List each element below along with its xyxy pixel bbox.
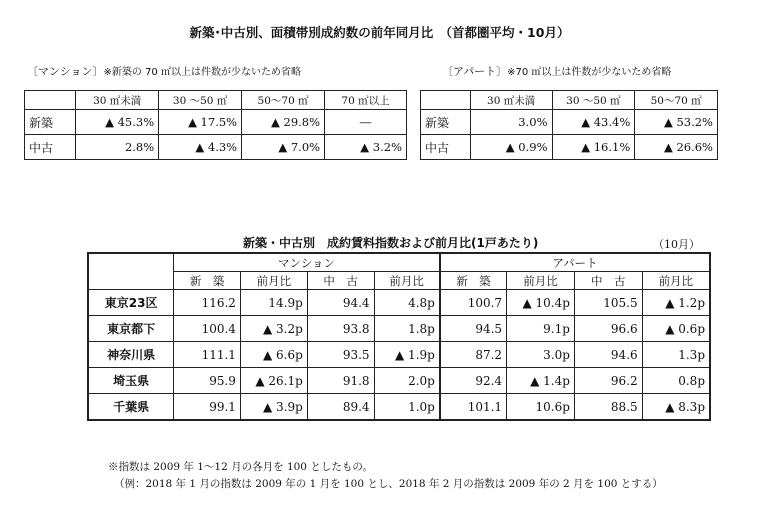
table-cell: 94.6	[574, 342, 642, 368]
table-cell: 93.8	[307, 316, 374, 342]
table-cell: 1.3p	[642, 342, 710, 368]
apart-caption	[442, 63, 671, 79]
table-cell: ▲ 45.3%	[76, 110, 159, 135]
table-cell: 3.0%	[470, 110, 552, 135]
table-cell: 91.8	[307, 368, 374, 394]
table-cell: ▲ 53.2%	[635, 110, 718, 135]
footnote: ※指数は 2009 年 1～12 月の各月を 100 としたもの。	[108, 461, 373, 473]
table-cell: 99.1	[174, 394, 241, 421]
column-header: 前月比	[374, 272, 440, 290]
mansion-label: 〔マンション〕	[27, 65, 104, 78]
table-cell: 3.0p	[507, 342, 575, 368]
page-title: 新築･中古別、面積帯別成約数の前年同月比 （首都圏平均・10月）	[189, 25, 570, 40]
apart-yoy-table	[420, 90, 718, 160]
footnote-example: （例：2018 年 1 月の指数は 2009 年の 1 月を 100 とし、2018 年 2 月の指数は 2009 年の 2 月を 100 とする）	[114, 478, 663, 490]
mansion-yoy-table	[24, 90, 407, 160]
column-header: 前月比	[642, 272, 710, 290]
group-header-apart: アパート	[440, 253, 710, 272]
table-cell: ▲ 0.9%	[470, 135, 552, 160]
table-cell: 1.0p	[374, 394, 440, 421]
table-cell: ▲ 10.4p	[507, 290, 575, 316]
table-cell: ▲ 8.3p	[642, 394, 710, 421]
table-cell: ▲ 1.9p	[374, 342, 440, 368]
table-cell: ▲ 43.4%	[552, 110, 635, 135]
table-row	[25, 110, 407, 135]
table-cell: 0.8p	[642, 368, 710, 394]
column-header: 70 ㎡以上	[325, 91, 407, 110]
table-cell: ▲ 3.9p	[240, 394, 307, 421]
table-cell: 111.1	[174, 342, 241, 368]
column-header: 50～70 ㎡	[242, 91, 325, 110]
rent-index-table	[87, 252, 711, 421]
table-row	[88, 342, 710, 368]
table-cell: 92.4	[440, 368, 507, 394]
column-header	[421, 91, 471, 110]
column-header: 50～70 ㎡	[635, 91, 718, 110]
column-header: 新 築	[174, 272, 241, 290]
table-header-row	[25, 91, 407, 110]
sub-header-row	[88, 272, 710, 290]
row-header: 新築	[421, 110, 471, 135]
table-cell: 94.4	[307, 290, 374, 316]
table-cell: ▲ 3.2%	[325, 135, 407, 160]
column-header: 30 ㎡未満	[76, 91, 159, 110]
table-cell: ▲ 6.6p	[240, 342, 307, 368]
group-header-row	[88, 253, 710, 272]
table-cell: ▲ 26.1p	[240, 368, 307, 394]
table-cell: 4.8p	[374, 290, 440, 316]
table-row	[25, 135, 407, 160]
corner-cell	[88, 253, 174, 290]
table-cell: 96.6	[574, 316, 642, 342]
table-cell: 93.5	[307, 342, 374, 368]
table-cell: 96.2	[574, 368, 642, 394]
table-cell: ▲ 29.8%	[242, 110, 325, 135]
table-row	[88, 394, 710, 421]
column-header: 30 ～50 ㎡	[552, 91, 635, 110]
table-cell: 9.1p	[507, 316, 575, 342]
apart-note: ※70 ㎡以上は件数が少ないため省略	[507, 67, 672, 78]
table-row	[88, 290, 710, 316]
column-header: 前月比	[240, 272, 307, 290]
mansion-note: ※新築の 70 ㎡以上は件数が少ないため省略	[103, 67, 301, 78]
table-cell: 100.4	[174, 316, 241, 342]
row-header: 東京23区	[88, 290, 174, 316]
column-header: 中 古	[307, 272, 374, 290]
row-header: 中古	[25, 135, 76, 160]
table-cell: ▲ 1.4p	[507, 368, 575, 394]
row-header: 中古	[421, 135, 471, 160]
table-cell: ▲ 3.2p	[240, 316, 307, 342]
table-cell: 89.4	[307, 394, 374, 421]
table-cell: 105.5	[574, 290, 642, 316]
table-row	[88, 316, 710, 342]
row-header: 神奈川県	[88, 342, 174, 368]
index-table-month: （10月）	[653, 238, 700, 251]
table-cell: ▲ 0.6p	[642, 316, 710, 342]
table-cell: 95.9	[174, 368, 241, 394]
table-cell: 2.0p	[374, 368, 440, 394]
table-cell: ▲ 16.1%	[552, 135, 635, 160]
table-cell: ▲ 17.5%	[159, 110, 242, 135]
table-cell: ▲ 26.6%	[635, 135, 718, 160]
table-cell: ―	[325, 110, 407, 135]
column-header	[25, 91, 76, 110]
table-cell: 14.9p	[240, 290, 307, 316]
table-cell: 100.7	[440, 290, 507, 316]
row-header: 新築	[25, 110, 76, 135]
apart-label: 〔アパート〕	[442, 65, 508, 78]
table-cell: 1.8p	[374, 316, 440, 342]
table-header-row	[421, 91, 718, 110]
table-cell: 87.2	[440, 342, 507, 368]
row-header: 東京都下	[88, 316, 174, 342]
column-header: 新 築	[440, 272, 507, 290]
table-cell: 101.1	[440, 394, 507, 421]
table-cell: ▲ 7.0%	[242, 135, 325, 160]
table-cell: ▲ 4.3%	[159, 135, 242, 160]
column-header: 中 古	[574, 272, 642, 290]
column-header: 30 ～50 ㎡	[159, 91, 242, 110]
column-header: 前月比	[507, 272, 575, 290]
table-cell: 94.5	[440, 316, 507, 342]
table-cell: 10.6p	[507, 394, 575, 421]
group-header-mansion: マンション	[174, 253, 440, 272]
table-cell: 2.8%	[76, 135, 159, 160]
table-cell: 88.5	[574, 394, 642, 421]
table-row	[88, 368, 710, 394]
table-cell: ▲ 1.2p	[642, 290, 710, 316]
table-row	[421, 110, 718, 135]
column-header: 30 ㎡未満	[470, 91, 552, 110]
mansion-caption	[27, 63, 301, 79]
table-cell: 116.2	[174, 290, 241, 316]
row-header: 埼玉県	[88, 368, 174, 394]
index-table-title: 新築・中古別 成約賃料指数および前月比(1戸あたり)	[243, 236, 539, 250]
row-header: 千葉県	[88, 394, 174, 421]
table-row	[421, 135, 718, 160]
